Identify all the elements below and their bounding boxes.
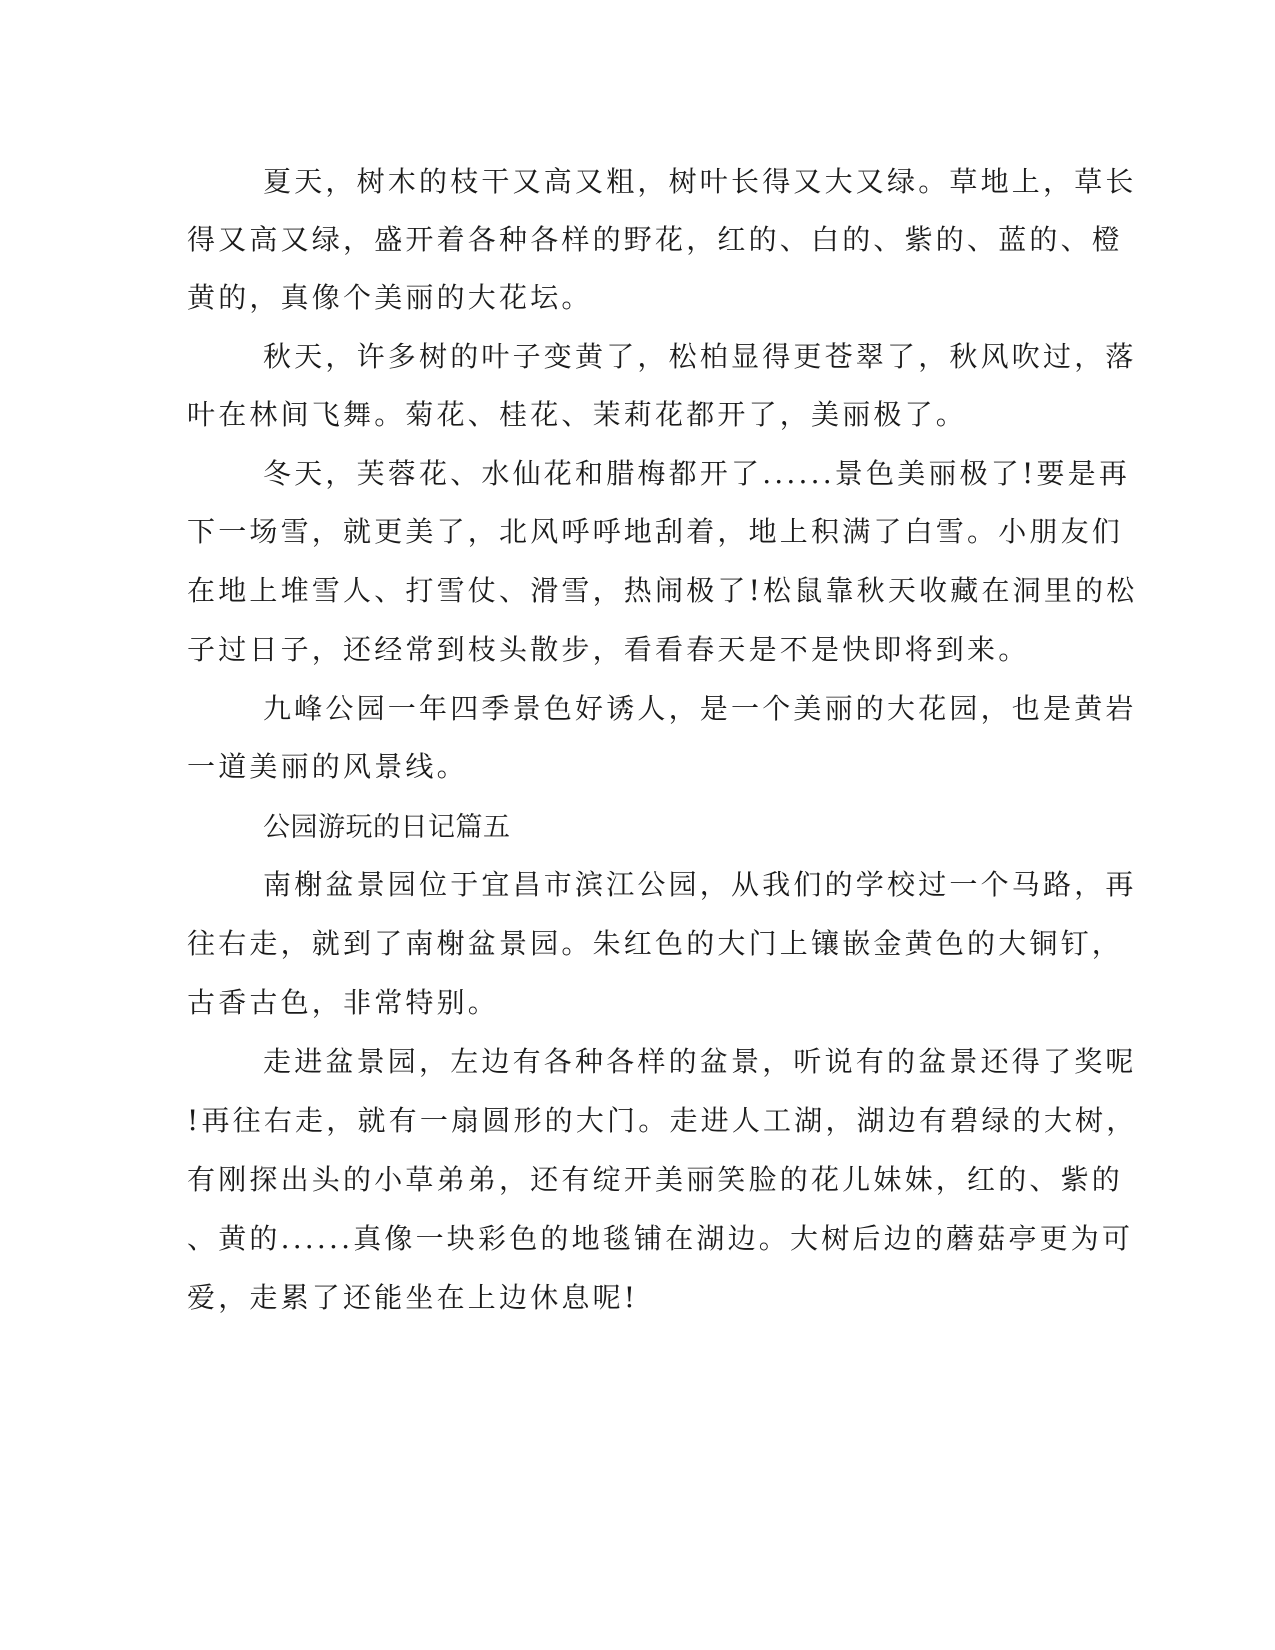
- winter-paragraph-line-2: 下一场雪，就更美了，北风呼呼地刮着，地上积满了白雪。小朋友们: [187, 515, 1124, 548]
- bonsai-paragraph-line-2: 往右走，就到了南榭盆景园。朱红色的大门上镶嵌金黄色的大铜钉，: [187, 927, 1124, 960]
- autumn-paragraph-line-1: 秋天，许多树的叶子变黄了，松柏显得更苍翠了，秋风吹过，落: [263, 340, 1137, 373]
- winter-paragraph-line-4: 子过日子，还经常到枝头散步，看看春天是不是快即将到来。: [187, 633, 1030, 666]
- bonsai-paragraph-line-1: 南榭盆景园位于宜昌市滨江公园，从我们的学校过一个马路，再: [263, 868, 1137, 901]
- summary-paragraph-line-1: 九峰公园一年四季景色好诱人，是一个美丽的大花园，也是黄岩: [263, 692, 1137, 725]
- summer-paragraph-line-1: 夏天，树木的枝干又高又粗，树叶长得又大又绿。草地上，草长: [263, 165, 1137, 198]
- section-heading: 公园游玩的日记篇五: [263, 812, 511, 843]
- garden-paragraph-line-1: 走进盆景园，左边有各种各样的盆景，听说有的盆景还得了奖呢: [263, 1045, 1137, 1078]
- winter-paragraph-line-1: 冬天，芙蓉花、水仙花和腊梅都开了......景色美丽极了!要是再: [263, 457, 1131, 490]
- winter-paragraph-line-3: 在地上堆雪人、打雪仗、滑雪，热闹极了!松鼠靠秋天收藏在洞里的松: [187, 574, 1138, 607]
- summary-paragraph-line-2: 一道美丽的风景线。: [187, 750, 468, 783]
- summer-paragraph-line-2: 得又高又绿，盛开着各种各样的野花，红的、白的、紫的、蓝的、橙: [187, 223, 1124, 256]
- garden-paragraph-line-4: 、黄的......真像一块彩色的地毯铺在湖边。大树后边的蘑菇亭更为可: [187, 1222, 1134, 1255]
- summer-paragraph-line-3: 黄的，真像个美丽的大花坛。: [187, 281, 593, 314]
- bonsai-paragraph-line-3: 古香古色，非常特别。: [187, 986, 500, 1019]
- garden-paragraph-line-3: 有刚探出头的小草弟弟，还有绽开美丽笑脸的花儿妹妹，红的、紫的: [187, 1163, 1124, 1196]
- garden-paragraph-line-5: 爱，走累了还能坐在上边休息呢!: [187, 1281, 639, 1314]
- autumn-paragraph-line-2: 叶在林间飞舞。菊花、桂花、茉莉花都开了，美丽极了。: [187, 398, 968, 431]
- garden-paragraph-line-2: !再往右走，就有一扇圆形的大门。走进人工湖，湖边有碧绿的大树，: [187, 1104, 1138, 1137]
